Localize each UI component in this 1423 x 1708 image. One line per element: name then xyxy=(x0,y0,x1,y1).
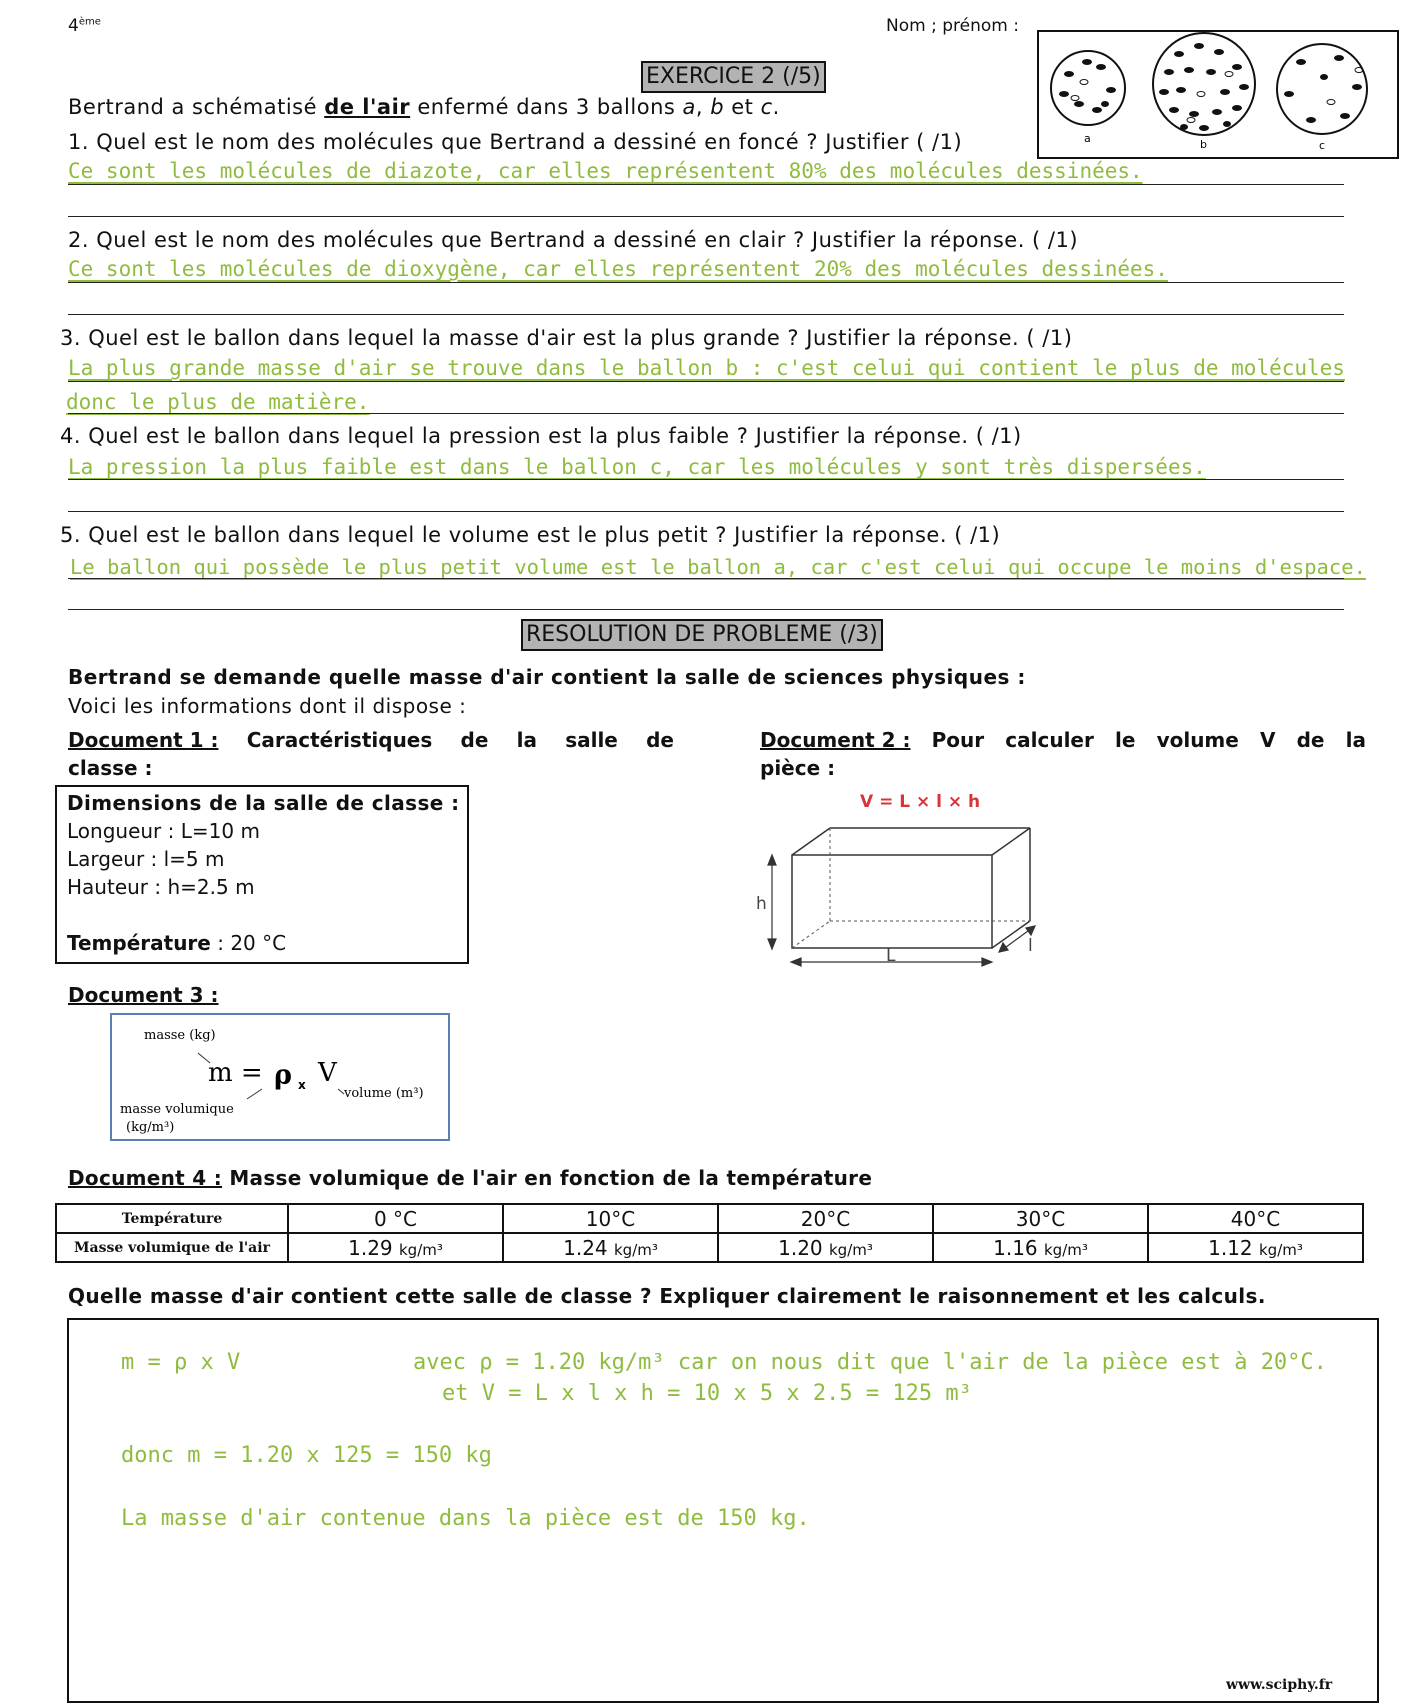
width-label: l xyxy=(1028,936,1033,956)
doc1-temp-label: Température xyxy=(67,931,211,955)
doc1-word: de xyxy=(646,728,674,752)
table-header-density: Masse volumique de l'air xyxy=(56,1233,288,1262)
footer-site: www.sciphy.fr xyxy=(1226,1677,1333,1693)
table-header-temperature: Température xyxy=(56,1204,288,1233)
question-4: 4. Quel est le ballon dans lequel la pression est la plus faible ? Justifier la réponse. ( /1) xyxy=(60,424,1022,448)
doc4-title-text: Masse volumique de l'air en fonction de la température xyxy=(229,1166,873,1190)
density-unit: kg/m³ xyxy=(829,1240,873,1259)
molecules-dark xyxy=(1059,43,1362,131)
doc2-word: calculer xyxy=(1005,728,1094,752)
answer-line xyxy=(68,413,1344,414)
balloons-svg xyxy=(1039,32,1397,157)
mass-formula-diagram xyxy=(112,1015,448,1139)
answer-line xyxy=(68,609,1344,610)
intro-b: b xyxy=(710,95,725,119)
doc4-label: Document 4 : xyxy=(68,1166,223,1190)
box-diagram xyxy=(750,785,1050,970)
density-unit-label: (kg/m³) xyxy=(126,1120,175,1135)
class-level xyxy=(68,16,101,36)
dimension-arrows xyxy=(768,855,1035,966)
answer-formula: m = ρ x V xyxy=(121,1350,241,1375)
density-unit: kg/m³ xyxy=(399,1240,443,1259)
problem-question: Bertrand se demande quelle masse d'air contient la salle de sciences physiques : xyxy=(68,665,1026,689)
density-value: 1.29 xyxy=(348,1235,393,1260)
density-value: 1.24 xyxy=(563,1235,608,1260)
doc2-word: V xyxy=(1259,728,1276,752)
answer-line xyxy=(68,511,1344,512)
doc1-box xyxy=(55,785,469,964)
balloon-label-c: c xyxy=(1319,139,1326,152)
formula-rho: ρ xyxy=(274,1060,292,1091)
intro-sep2: et xyxy=(724,95,761,119)
intro-sep1: , xyxy=(695,95,711,119)
table-cell xyxy=(503,1233,718,1262)
doc1-word: salle xyxy=(565,728,618,752)
box-hidden-edges xyxy=(792,828,1030,948)
table-row xyxy=(56,1204,1363,1233)
doc3-box xyxy=(110,1013,450,1141)
density-label: masse volumique xyxy=(120,1102,234,1117)
answer-line xyxy=(68,314,1344,315)
formula-times: x xyxy=(298,1078,306,1092)
table-cell: 0 °C xyxy=(288,1204,503,1233)
box-edges xyxy=(792,828,1030,948)
doc1-length: Longueur : L=10 m xyxy=(67,819,260,843)
density-value: 1.20 xyxy=(778,1235,823,1260)
answer-line xyxy=(68,216,1344,217)
doc1-title-line1 xyxy=(68,728,674,752)
balloons-figure xyxy=(1037,30,1399,159)
intro-a: a xyxy=(682,95,696,119)
doc1-temp-value: : 20 °C xyxy=(210,931,287,955)
answer-line xyxy=(68,282,1344,283)
table-cell: 30°C xyxy=(933,1204,1148,1233)
answer-calculation: donc m = 1.20 x 125 = 150 kg xyxy=(121,1443,492,1468)
mass-unit-label: masse (kg) xyxy=(144,1028,216,1043)
table-row xyxy=(56,1233,1363,1262)
doc1-title xyxy=(68,728,674,780)
table-cell xyxy=(288,1233,503,1262)
answer-1: Ce sont les molécules de diazote, car elles représentent 80% des molécules dessinées. xyxy=(68,159,1143,183)
level-number: 4 xyxy=(68,16,79,36)
intro-em: de l'air xyxy=(324,95,411,119)
table-cell xyxy=(933,1233,1148,1262)
doc2-word: volume xyxy=(1156,728,1239,752)
answer-line xyxy=(68,381,1344,382)
table-cell: 20°C xyxy=(718,1204,933,1233)
density-unit: kg/m³ xyxy=(1259,1240,1303,1259)
balloon-b xyxy=(1153,33,1255,135)
answer-3-line-2: donc le plus de matière. xyxy=(66,390,370,414)
doc1-label: Document 1 : xyxy=(68,728,219,752)
table-cell xyxy=(718,1233,933,1262)
answer-4: La pression la plus faible est dans le ballon c, car les molécules y sont très dispersées. xyxy=(68,455,1206,479)
density-unit: kg/m³ xyxy=(614,1240,658,1259)
question-3: 3. Quel est le ballon dans lequel la masse d'air est la plus grande ? Justifier la réponse. ( /1) xyxy=(60,326,1073,350)
doc1-word: de xyxy=(460,728,489,752)
balloon-label-a: a xyxy=(1084,132,1091,145)
answer-density: avec ρ = 1.20 kg/m³ car on nous dit que l'air de la pièce est à 20°C. xyxy=(413,1350,1327,1375)
length-label: L xyxy=(886,946,896,966)
answer-line xyxy=(68,578,1344,579)
doc2-word: de xyxy=(1296,728,1325,752)
exercise-title: EXERCICE 2 (/5) xyxy=(641,61,826,93)
answer-volume: et V = L x l x h = 10 x 5 x 2.5 = 125 m³ xyxy=(442,1381,972,1406)
doc2-word: la xyxy=(1345,728,1366,752)
doc2-title-line2: pièce : xyxy=(760,756,836,780)
doc2-word: le xyxy=(1115,728,1136,752)
answer-line xyxy=(68,479,1344,480)
intro-c: c xyxy=(760,95,773,119)
doc1-height: Hauteur : h=2.5 m xyxy=(67,875,255,899)
density-value: 1.16 xyxy=(993,1235,1038,1260)
doc2-word: Pour xyxy=(931,728,985,752)
height-label: h xyxy=(756,894,767,914)
intro-end: . xyxy=(772,95,780,119)
doc1-width: Largeur : l=5 m xyxy=(67,847,225,871)
doc1-box-title: Dimensions de la salle de classe : xyxy=(67,791,460,815)
final-question: Quelle masse d'air contient cette salle de classe ? Expliquer clairement le raisonnement et les calculs. xyxy=(68,1284,1266,1308)
volume-unit-label: volume (m³) xyxy=(344,1086,424,1101)
doc1-temperature xyxy=(67,931,457,955)
doc3-label: Document 3 : xyxy=(68,983,219,1007)
problem-info: Voici les informations dont il dispose : xyxy=(68,694,467,718)
volume-formula: V = L × l × h xyxy=(860,792,981,812)
table-cell xyxy=(1148,1233,1363,1262)
density-unit: kg/m³ xyxy=(1044,1240,1088,1259)
question-1: 1. Quel est le nom des molécules que Bertrand a dessiné en foncé ? Justifier ( /1) xyxy=(68,130,963,154)
answer-line xyxy=(68,184,1344,185)
density-table xyxy=(55,1203,1364,1263)
doc3-title xyxy=(68,983,218,1007)
doc2-title-line1 xyxy=(760,728,1366,752)
doc1-word: la xyxy=(516,728,537,752)
answer-3-line-1: La plus grande masse d'air se trouve dans le ballon b : c'est celui qui contient le plus de molécules xyxy=(68,356,1345,380)
table-cell: 10°C xyxy=(503,1204,718,1233)
balloon-label-b: b xyxy=(1200,138,1207,151)
doc2-label: Document 2 : xyxy=(760,728,911,752)
answer-box xyxy=(67,1318,1379,1703)
name-label: Nom ; prénom : xyxy=(886,16,1019,36)
table-cell: 40°C xyxy=(1148,1204,1363,1233)
doc2-figure xyxy=(750,785,1050,970)
answer-5: Le ballon qui possède le plus petit volume est le ballon a, car c'est celui qui occupe le moins d'espace. xyxy=(70,555,1366,579)
question-5: 5. Quel est le ballon dans lequel le volume est le plus petit ? Justifier la réponse. ( /1) xyxy=(60,523,1001,547)
level-sup: ème xyxy=(78,16,101,28)
doc2-title xyxy=(760,728,1366,780)
formula-V: V xyxy=(318,1058,337,1088)
problem-title: RESOLUTION DE PROBLEME (/3) xyxy=(521,619,883,651)
question-2: 2. Quel est le nom des molécules que Bertrand a dessiné en clair ? Justifier la réponse. ( /1) xyxy=(68,228,1079,252)
intro-pre: Bertrand a schématisé xyxy=(68,95,325,119)
intro-mid: enfermé dans 3 ballons xyxy=(410,95,683,119)
exercise-intro xyxy=(68,95,780,119)
formula-m: m = xyxy=(208,1058,263,1088)
density-value: 1.12 xyxy=(1208,1235,1253,1260)
doc4-title xyxy=(68,1166,872,1190)
answer-2: Ce sont les molécules de dioxygène, car elles représentent 20% des molécules dessinées. xyxy=(68,257,1168,281)
doc1-word: Caractéristiques xyxy=(246,728,433,752)
doc1-title-line2: classe : xyxy=(68,756,153,780)
answer-conclusion: La masse d'air contenue dans la pièce est de 150 kg. xyxy=(121,1506,810,1531)
